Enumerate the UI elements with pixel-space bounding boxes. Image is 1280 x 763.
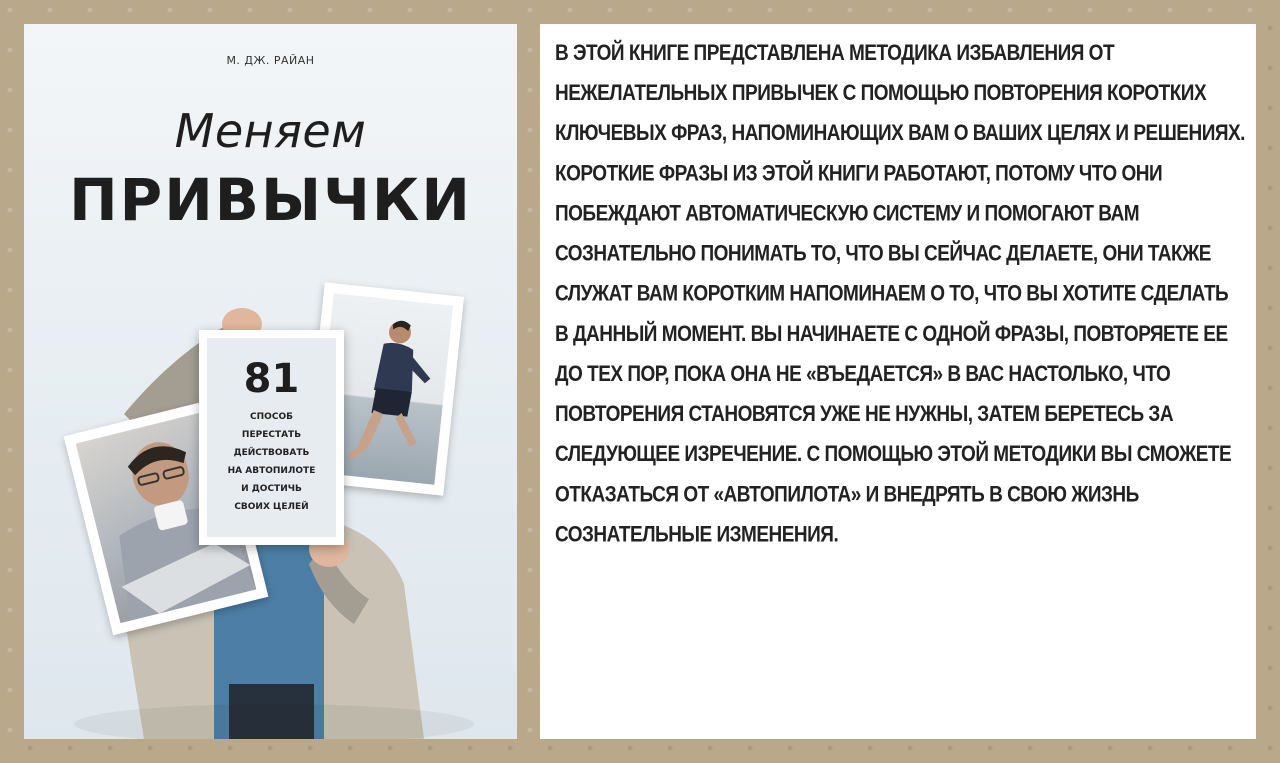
card-line: СВОИХ ЦЕЛЕЙ [234, 502, 309, 512]
card-number: 81 [243, 356, 300, 402]
description-panel [540, 24, 1256, 739]
book-title-line1: Меняем [174, 104, 367, 158]
card-text [207, 408, 336, 516]
book-author: М. ДЖ. РАЙАН [226, 54, 315, 67]
card-line: ДЕЙСТВОВАТЬ [233, 448, 310, 458]
book-title-line2: ПРИВЫЧКИ [69, 166, 472, 234]
cover-card [199, 330, 344, 545]
card-line: СПОСОБ [250, 412, 293, 422]
book-cover [24, 24, 517, 739]
card-line: ПЕРЕСТАТЬ [241, 430, 302, 440]
description-text: В ЭТОЙ КНИГЕ ПРЕДСТАВЛЕНА МЕТОДИКА ИЗБАВЛЕНИЯ ОТ НЕЖЕЛАТЕЛЬНЫХ ПРИВЫЧЕК С ПОМОЩЬЮ ПОВТОРЕНИЯ КОРОТКИХ КЛЮЧЕВЫХ ФРАЗ, НАПОМИНАЮЩИХ ВАМ О ВАШИХ ЦЕЛЯХ И РЕШЕНИЯХ. КОРОТКИЕ ФРАЗЫ ИЗ ЭТОЙ КНИГИ РАБОТАЮТ, ПОТОМУ ЧТО ОНИ ПОБЕЖДАЮТ АВТОМАТИЧЕСКУЮ СИСТЕМУ И ПОМОГАЮТ ВАМ СОЗНАТЕЛЬНО ПОНИМАТЬ ТО, ЧТО ВЫ СЕЙЧАС ДЕЛАЕТЕ, ОНИ ТАКЖЕ СЛУЖАТ ВАМ КОРОТКИМ НАПОМИНАЕМ О ТО, ЧТО ВЫ ХОТИТЕ СДЕЛАТЬ В ДАННЫЙ МОМЕНТ. ВЫ НАЧИНАЕТЕ С ОДНОЙ ФРАЗЫ, ПОВТОРЯЕТЕ ЕЕ ДО ТЕХ ПОР, ПОКА ОНА НЕ «ВЪЕДАЕТСЯ» В ВАС НАСТОЛЬКО, ЧТО ПОВТОРЕНИЯ СТАНОВЯТСЯ УЖЕ НЕ НУЖНЫ, ЗАТЕМ БЕРЕТЕСЬ ЗА СЛЕДУЮЩЕЕ ИЗРЕЧЕНИЕ. С ПОМОЩЬЮ ЭТОЙ МЕТОДИКИ ВЫ СМОЖЕТЕ ОТКАЗАТЬСЯ ОТ «АВТОПИЛОТА» И ВНЕДРЯТЬ В СВОЮ ЖИЗНЬ СОЗНАТЕЛЬНЫЕ ИЗМЕНЕНИЯ. [555, 41, 1245, 548]
card-line: НА АВТОПИЛОТЕ [227, 466, 316, 476]
card-line: И ДОСТИЧЬ [241, 484, 302, 494]
